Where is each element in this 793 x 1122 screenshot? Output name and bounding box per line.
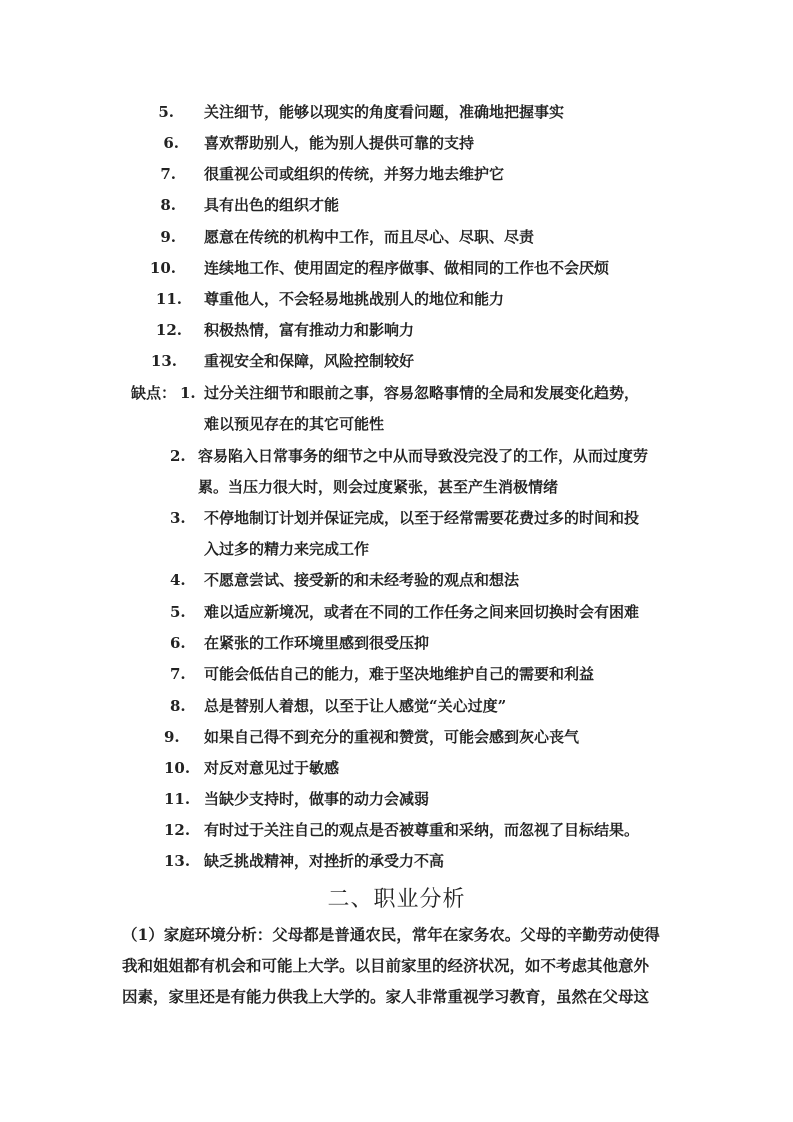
item-number: 2. [170, 447, 186, 465]
item-text: 不愿意尝试、接受新的和未经考验的观点和想法 [204, 571, 520, 589]
paragraph-line: 因素，家里还是有能力供我上大学的。家人非常重视学习教育，虽然在父母这 [122, 987, 650, 1006]
item-number: 11. [164, 790, 191, 808]
item-number: 7. [160, 165, 176, 183]
item-text: 重视安全和保障，风险控制较好 [204, 352, 415, 370]
item-text: 容易陷入日常事务的细节之中从而导致没完没了的工作，从而过度劳 [198, 447, 649, 465]
item-text: 如果自己得不到充分的重视和赞赏，可能会感到灰心丧气 [204, 728, 580, 746]
item-text: 关注细节，能够以现实的角度看问题，准确地把握事实 [204, 103, 565, 121]
item-number: 13. [150, 352, 177, 370]
item-text: 连续地工作、使用固定的程序做事、做相同的工作也不会厌烦 [204, 259, 610, 277]
item-number: 8. [160, 196, 176, 214]
item-number: 11. [155, 290, 182, 308]
item-text: 可能会低估自己的能力，难于坚决地维护自己的需要和利益 [204, 665, 595, 683]
item-text: 具有出色的组织才能 [204, 196, 340, 214]
item-number: 10. [149, 259, 176, 277]
item-number: 1. [180, 384, 196, 402]
weakness-label: 缺点： [131, 384, 177, 402]
item-text: 总是替别人着想，以至于让人感觉“关心过度” [204, 697, 507, 715]
item-text: 积极热情，富有推动力和影响力 [204, 321, 415, 339]
item-text: 难以适应新境况，或者在不同的工作任务之间来回切换时会有困难 [204, 603, 640, 621]
item-text: 缺乏挑战精神，对挫折的承受力不高 [204, 852, 445, 870]
item-number: 5. [170, 603, 186, 621]
item-text: 尊重他人，不会轻易地挑战别人的地位和能力 [204, 290, 505, 308]
item-text: 当缺少支持时，做事的动力会减弱 [204, 790, 430, 808]
item-text: 喜欢帮助别人，能为别人提供可靠的支持 [204, 134, 475, 152]
item-text: 愿意在传统的机构中工作，而且尽心、尽职、尽责 [204, 228, 535, 246]
item-number: 9. [160, 228, 176, 246]
item-text: 有时过于关注自己的观点是否被尊重和采纳，而忽视了目标结果。 [204, 821, 640, 839]
item-number: 6. [163, 134, 179, 152]
item-number: 6. [170, 634, 186, 652]
item-text: 不停地制订计划并保证完成，以至于经常需要花费过多的时间和投 [204, 509, 640, 527]
item-text: 累。当压力很大时，则会过度紧张，甚至产生消极情绪 [198, 478, 559, 496]
item-text: 过分关注细节和眼前之事，容易忽略事情的全局和发展变化趋势， [204, 384, 640, 402]
item-number: 3. [170, 509, 186, 527]
paragraph-line: （1）家庭环境分析：父母都是普通农民，常年在家务农。父母的辛勤劳动使得 [122, 925, 660, 944]
item-number: 7. [170, 665, 186, 683]
item-text: 难以预见存在的其它可能性 [204, 415, 385, 433]
section-heading: 二、职业分析 [327, 887, 466, 912]
paragraph-line: 我和姐姐都有机会和可能上大学。以目前家里的经济状况，如不考虑其他意外 [122, 956, 650, 975]
item-text: 很重视公司或组织的传统，并努力地去维护它 [204, 165, 505, 183]
item-number: 9. [164, 728, 180, 746]
item-number: 10. [164, 759, 191, 777]
item-number: 8. [170, 697, 186, 715]
item-number: 5. [158, 103, 174, 121]
item-text: 在紧张的工作环境里感到很受压抑 [204, 634, 430, 652]
item-number: 12. [164, 821, 191, 839]
item-text: 入过多的精力来完成工作 [204, 540, 370, 558]
item-number: 12. [155, 321, 182, 339]
item-number: 13. [164, 852, 191, 870]
item-number: 4. [170, 571, 186, 589]
item-text: 对反对意见过于敏感 [204, 759, 340, 777]
